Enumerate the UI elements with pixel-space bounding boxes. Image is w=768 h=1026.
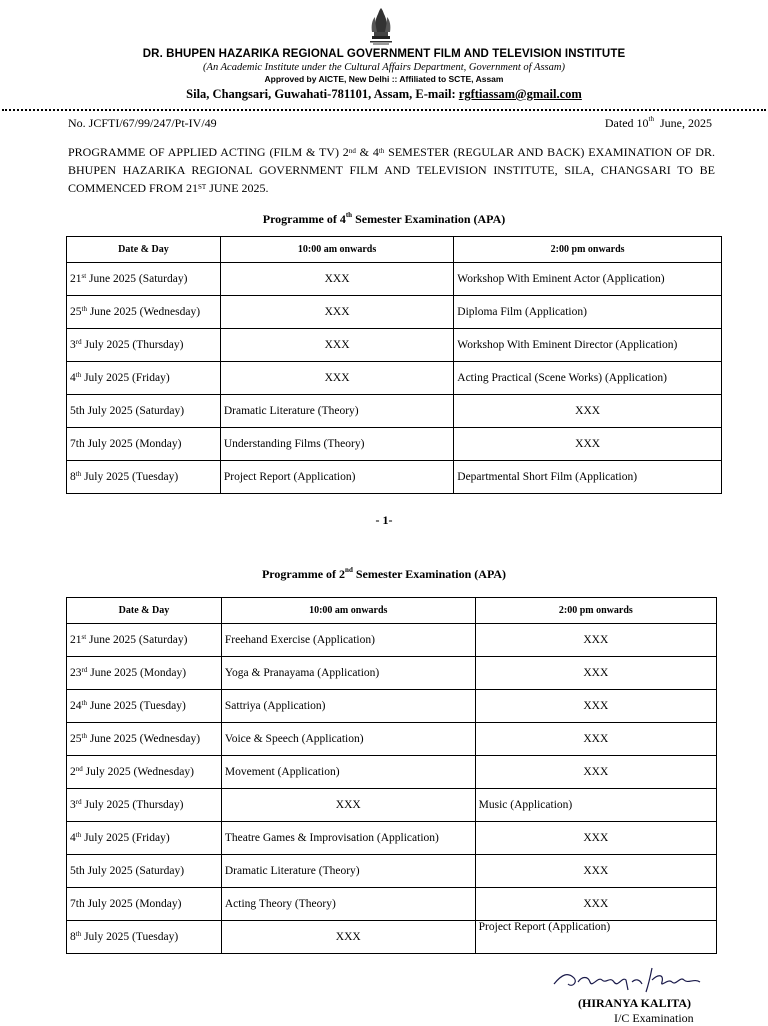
signatory-name: (HIRANYA KALITA) xyxy=(578,996,692,1010)
signatory-designation: I/C Examination xyxy=(614,1011,694,1025)
column-header: 10:00 am onwards xyxy=(221,598,475,624)
afternoon-cell: Workshop With Eminent Actor (Application) xyxy=(454,263,722,296)
date-cell: 23rd June 2025 (Monday) xyxy=(67,657,222,690)
morning-cell: XXX xyxy=(220,263,453,296)
table-row xyxy=(67,296,722,329)
afternoon-cell: XXX xyxy=(475,690,716,723)
date-cell: 25th June 2025 (Wednesday) xyxy=(67,296,221,329)
table-row xyxy=(67,888,717,921)
table-row xyxy=(67,395,722,428)
morning-cell: Yoga & Pranayama (Application) xyxy=(221,657,475,690)
email-link[interactable]: rgftiassam@gmail.com xyxy=(458,87,582,101)
afternoon-cell: Diploma Film (Application) xyxy=(454,296,722,329)
afternoon-cell: XXX xyxy=(475,756,716,789)
institute-name: DR. BHUPEN HAZARIKA REGIONAL GOVERNMENT FILM AND TELEVISION INSTITUTE xyxy=(142,48,626,60)
signature-image xyxy=(548,962,710,996)
morning-cell: Acting Theory (Theory) xyxy=(221,888,475,921)
address-text: Sila, Changsari, Guwahati-781101, Assam, E-mail: xyxy=(186,87,459,101)
morning-cell: Sattriya (Application) xyxy=(221,690,475,723)
table-row xyxy=(67,690,717,723)
morning-cell: Theatre Games & Improvisation (Application) xyxy=(221,822,475,855)
afternoon-cell: XXX xyxy=(475,723,716,756)
morning-cell: Understanding Films (Theory) xyxy=(220,428,453,461)
column-header: 10:00 am onwards xyxy=(220,237,453,263)
header-divider xyxy=(2,109,766,111)
column-header: 2:00 pm onwards xyxy=(475,598,716,624)
afternoon-cell: Project Report (Application) xyxy=(475,921,716,954)
morning-cell: Dramatic Literature (Theory) xyxy=(221,855,475,888)
date-line: Dated 10th June, 2025 xyxy=(604,115,712,130)
semester2-title: Programme of 2nd Semester Examination (APA) xyxy=(261,566,507,581)
morning-cell: Movement (Application) xyxy=(221,756,475,789)
date-cell: 5th July 2025 (Saturday) xyxy=(67,395,221,428)
table-row xyxy=(67,855,717,888)
date-cell: 3rd July 2025 (Thursday) xyxy=(67,329,221,362)
afternoon-cell: XXX xyxy=(475,657,716,690)
table-row xyxy=(67,921,717,954)
afternoon-cell: Workshop With Eminent Director (Application) xyxy=(454,329,722,362)
date-cell: 2nd July 2025 (Wednesday) xyxy=(67,756,222,789)
date-cell: 21st June 2025 (Saturday) xyxy=(67,263,221,296)
table-row xyxy=(67,329,722,362)
date-cell: 24th June 2025 (Tuesday) xyxy=(67,690,222,723)
morning-cell: XXX xyxy=(220,362,453,395)
page-number: - 1- xyxy=(375,513,393,527)
semester4-table xyxy=(66,236,722,494)
afternoon-cell: XXX xyxy=(454,395,722,428)
reference-number: No. JCFTI/67/99/247/Pt-IV/49 xyxy=(68,116,217,130)
date-cell: 8th July 2025 (Tuesday) xyxy=(67,461,221,494)
afternoon-cell: XXX xyxy=(475,855,716,888)
morning-cell: XXX xyxy=(221,789,475,822)
table-row xyxy=(67,428,722,461)
afternoon-cell: Acting Practical (Scene Works) (Application) xyxy=(454,362,722,395)
morning-cell: Freehand Exercise (Application) xyxy=(221,624,475,657)
afternoon-cell: XXX xyxy=(475,888,716,921)
morning-cell: XXX xyxy=(221,921,475,954)
afternoon-cell: XXX xyxy=(454,428,722,461)
notice-title: PROGRAMME OF APPLIED ACTING (FILM & TV) 2nd & 4th SEMESTER (REGULAR AND BACK) EXAMINATION OF DR. BHUPEN HAZARIKA REGIONAL GOVERNMENT FILM AND TELEVISION INSTITUTE, SILA, CHANGSARI TO BE COMMENCED FROM 21ST JUNE 2025. xyxy=(68,145,715,195)
table-row xyxy=(67,461,722,494)
column-header: 2:00 pm onwards xyxy=(454,237,722,263)
date-cell: 7th July 2025 (Monday) xyxy=(67,888,222,921)
table-row xyxy=(67,624,717,657)
table-row xyxy=(67,657,717,690)
table-row xyxy=(67,362,722,395)
semester4-title: Programme of 4th Semester Examination (APA) xyxy=(262,211,506,226)
institute-address xyxy=(0,87,768,102)
date-cell: 4th July 2025 (Friday) xyxy=(67,362,221,395)
date-cell: 25th June 2025 (Wednesday) xyxy=(67,723,222,756)
semester2-table xyxy=(66,597,717,954)
table-row xyxy=(67,822,717,855)
afternoon-cell: XXX xyxy=(475,822,716,855)
column-header: Date & Day xyxy=(67,237,221,263)
state-emblem-icon xyxy=(364,6,398,46)
date-cell: 8th July 2025 (Tuesday) xyxy=(67,921,222,954)
institute-subtitle: (An Academic Institute under the Cultural Affairs Department, Government of Assam) xyxy=(203,62,565,73)
afternoon-cell: Music (Application) xyxy=(475,789,716,822)
column-header: Date & Day xyxy=(67,598,222,624)
afternoon-cell: XXX xyxy=(475,624,716,657)
date-cell: 21st June 2025 (Saturday) xyxy=(67,624,222,657)
date-cell: 4th July 2025 (Friday) xyxy=(67,822,222,855)
table-row xyxy=(67,723,717,756)
morning-cell: Dramatic Literature (Theory) xyxy=(220,395,453,428)
morning-cell: XXX xyxy=(220,329,453,362)
morning-cell: Project Report (Application) xyxy=(220,461,453,494)
institute-approval: Approved by AICTE, New Delhi :: Affiliated to SCTE, Assam xyxy=(264,74,504,84)
afternoon-cell: Departmental Short Film (Application) xyxy=(454,461,722,494)
morning-cell: Voice & Speech (Application) xyxy=(221,723,475,756)
table-row xyxy=(67,263,722,296)
date-cell: 7th July 2025 (Monday) xyxy=(67,428,221,461)
table-row xyxy=(67,789,717,822)
table-row xyxy=(67,756,717,789)
date-cell: 5th July 2025 (Saturday) xyxy=(67,855,222,888)
morning-cell: XXX xyxy=(220,296,453,329)
date-cell: 3rd July 2025 (Thursday) xyxy=(67,789,222,822)
